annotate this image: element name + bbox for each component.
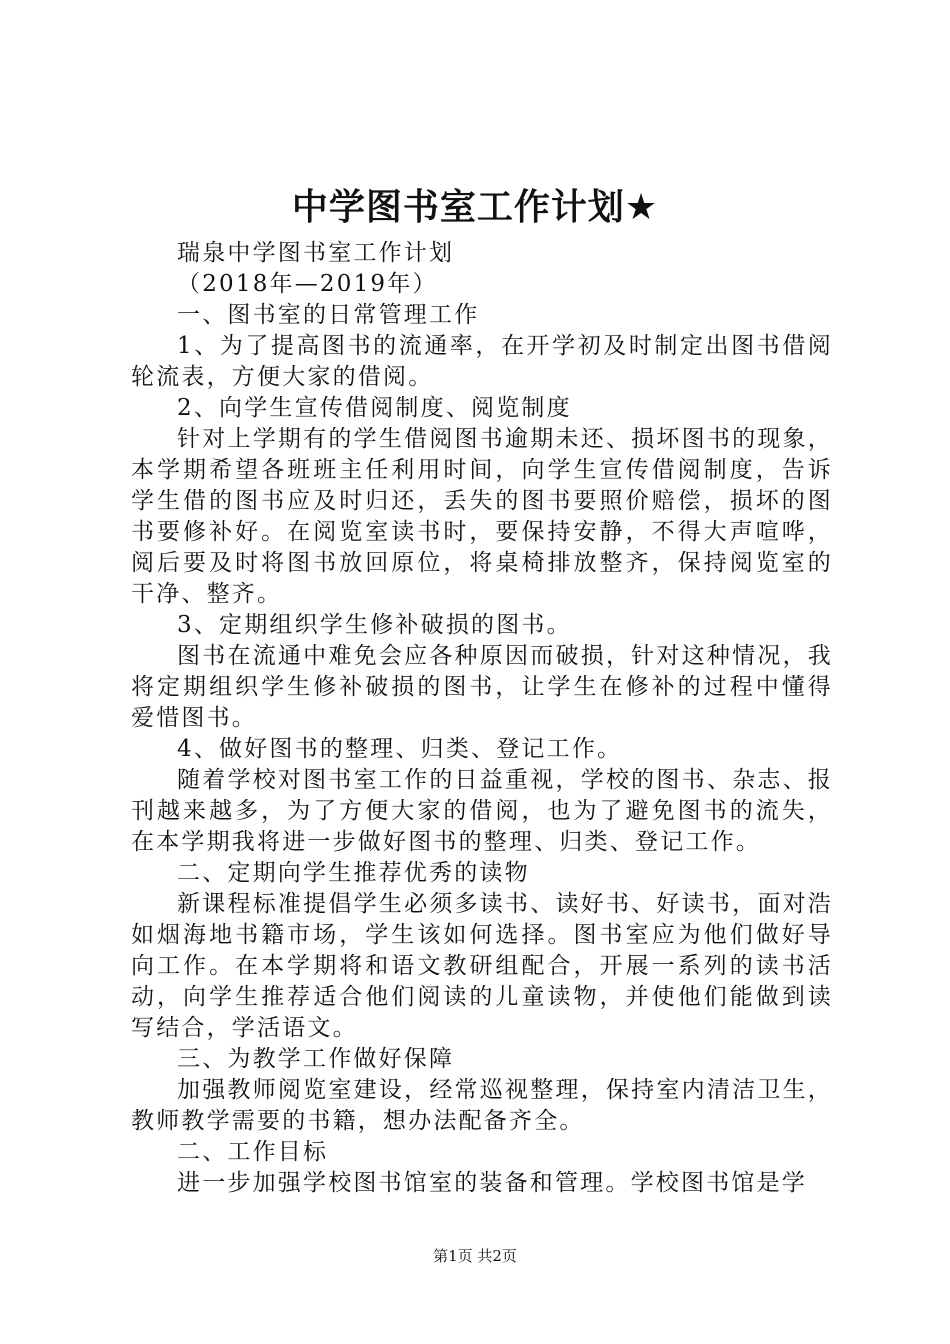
paragraph-school-plan-heading: 瑞泉中学图书室工作计划 xyxy=(177,240,455,266)
paragraph-section-1-heading: 一、图书室的日常管理工作 xyxy=(177,302,480,328)
paragraph-section-3-body: 加强教师阅览室建设，经常巡视整理，保持室内清洁卫生，教师教学需要的书籍，想办法配备齐全。 xyxy=(131,1077,833,1134)
paragraph-goals-heading: 二、工作目标 xyxy=(177,1139,329,1165)
document-body xyxy=(131,238,833,1199)
paragraph-goals-body: 进一步加强学校图书馆室的装备和管理。学校图书馆是学 xyxy=(177,1170,807,1196)
paragraph-item-2: 2、向学生宣传借阅制度、阅览制度 xyxy=(177,395,572,421)
paragraph-section-2-body: 新课程标准提倡学生必须多读书、读好书、好读书，面对浩如烟海地书籍市场，学生该如何选择。图书室应为他们做好导向工作。在本学期将和语文教研组配合，开展一系列的读书活动，向学生推荐适合他们阅读的儿童读物，并使他们能做到读写结合，学活语文。 xyxy=(131,891,833,1041)
paragraph-section-2-heading: 二、定期向学生推荐优秀的读物 xyxy=(177,860,530,886)
document-title: 中学图书室工作计划★ xyxy=(291,187,659,228)
page-number-footer: 第1页 共2页 xyxy=(433,1247,517,1265)
paragraph-item-3: 3、定期组织学生修补破损的图书。 xyxy=(177,612,572,638)
paragraph-year-range: （2018年—2019年） xyxy=(177,271,438,297)
paragraph-item-3-body: 图书在流通中难免会应各种原因而破损，针对这种情况，我将定期组织学生修补破损的图书，让学生在修补的过程中懂得爱惜图书。 xyxy=(131,643,833,731)
paragraph-item-2-body: 针对上学期有的学生借阅图书逾期未还、损坏图书的现象，本学期希望各班班主任利用时间，向学生宣传借阅制度，告诉学生借的图书应及时归还，丢失的图书要照价赔偿，损坏的图书要修补好。在阅览室读书时，要保持安静，不得大声喧哗，阅后要及时将图书放回原位，将桌椅排放整齐，保持阅览室的干净、整齐。 xyxy=(131,426,833,607)
paragraph-item-1: 1、为了提高图书的流通率，在开学初及时制定出图书借阅轮流表，方便大家的借阅。 xyxy=(131,333,833,390)
paragraph-item-4: 4、做好图书的整理、归类、登记工作。 xyxy=(177,736,623,762)
paragraph-item-4-body: 随着学校对图书室工作的日益重视，学校的图书、杂志、报刊越来越多，为了方便大家的借阅，也为了避免图书的流失，在本学期我将进一步做好图书的整理、归类、登记工作。 xyxy=(131,767,833,855)
paragraph-section-3-heading: 三、为教学工作做好保障 xyxy=(177,1046,455,1072)
